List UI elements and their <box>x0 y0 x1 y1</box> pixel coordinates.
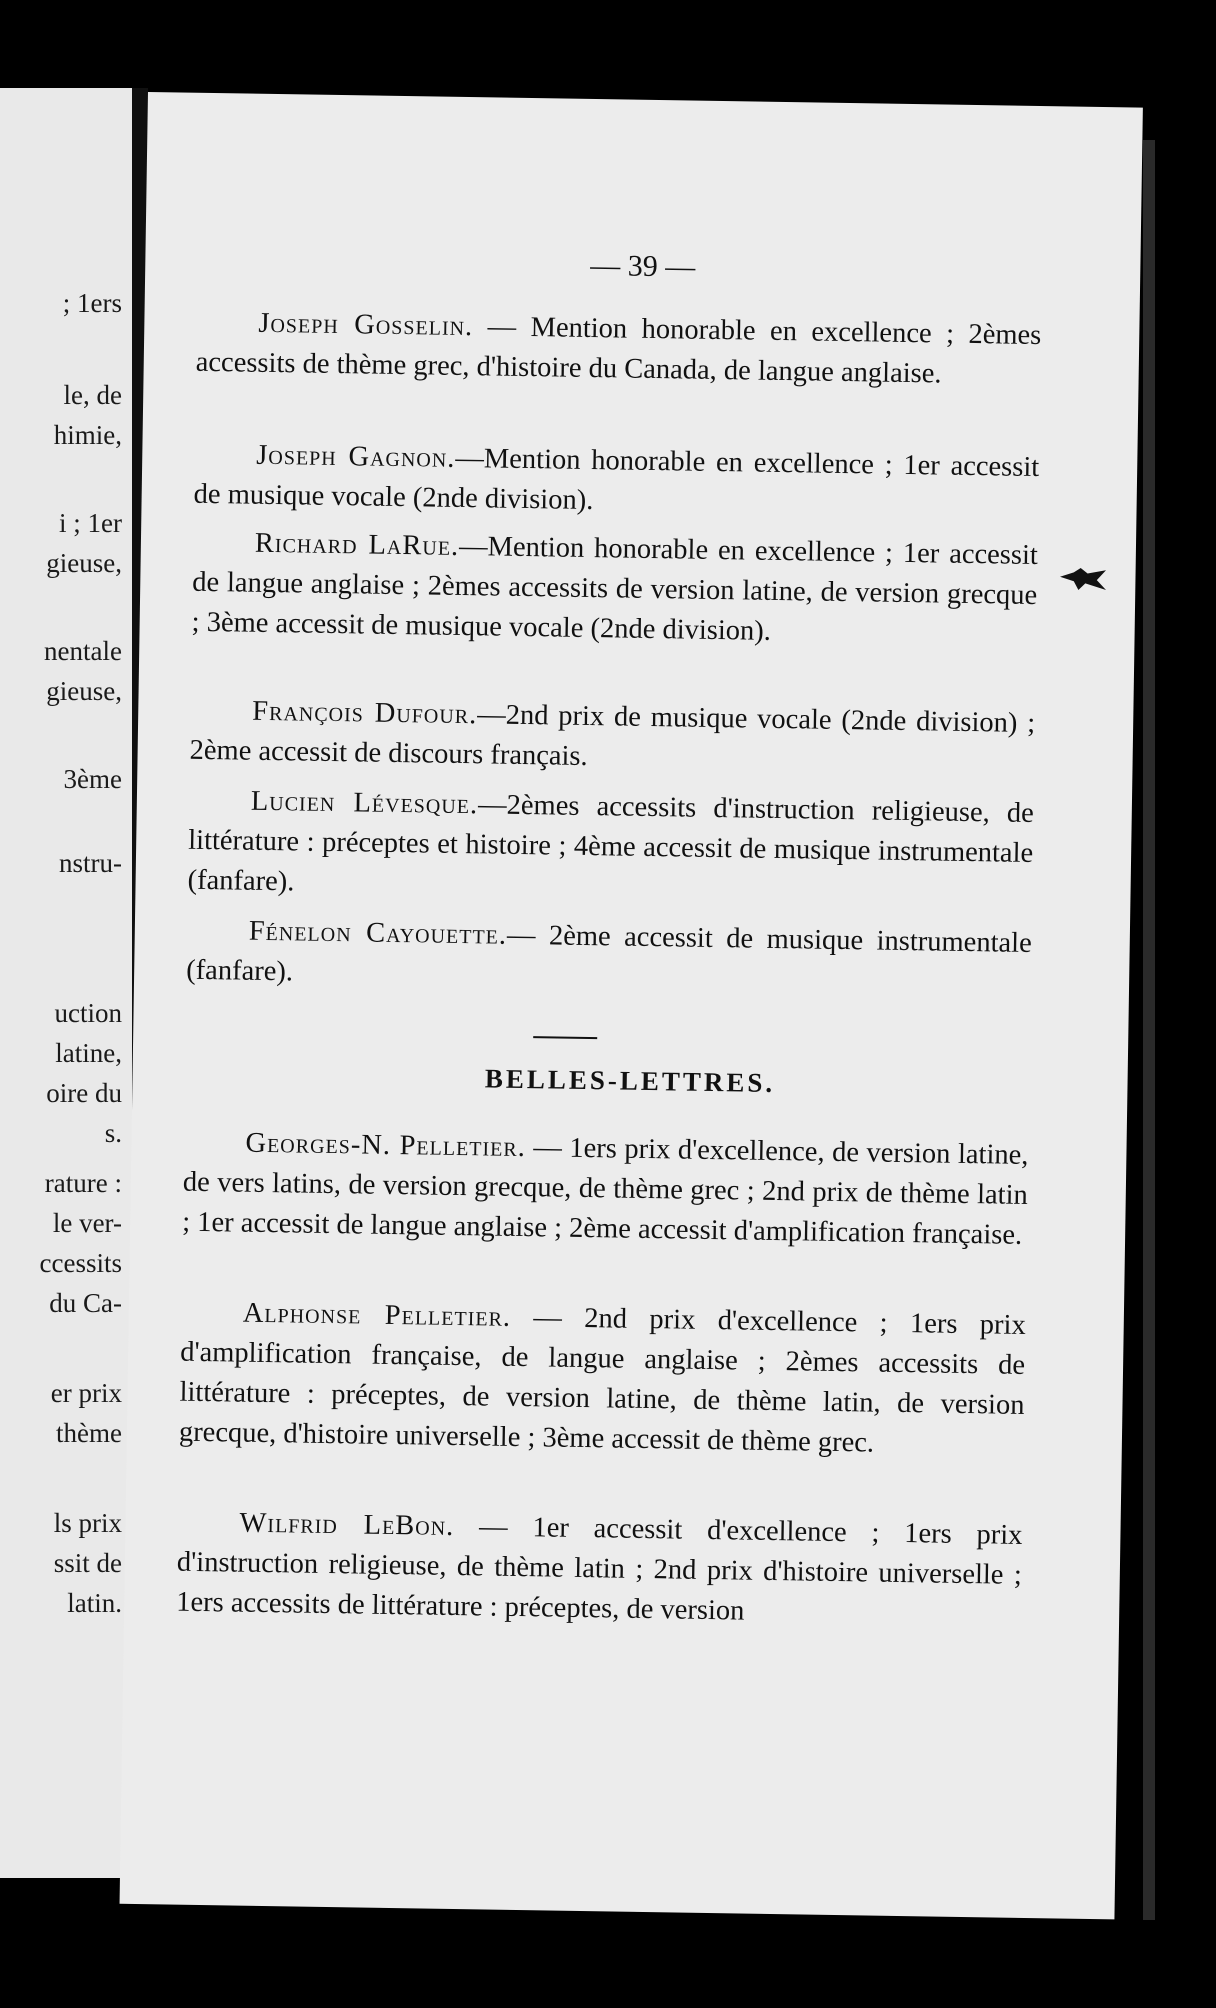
left-page-line: nentale <box>44 636 122 666</box>
entry-text: — 2nd prix d'excellence ; 1ers prix d'amplification française, de langue anglaise ; 2èmes accessits de littérature : préceptes, de version latine, de thème latin, de version grecque, d'histoire universelle ; 3ème accessit de thème grec. <box>178 1301 1026 1459</box>
entry-paragraph <box>182 1123 1029 1256</box>
left-page-line: 3ème <box>63 764 122 794</box>
left-page-line: du Ca- <box>49 1288 122 1318</box>
entry-text: —Mention honorable en excellence ; 1er accessit de langue anglaise ; 2èmes accessits de version latine, de version grecque ; 3ème accessit de musique vocale (2nde division). <box>191 530 1039 647</box>
student-name: François Dufour. <box>252 695 478 731</box>
left-page-line: i ; 1er <box>59 508 122 538</box>
student-name: Alphonse Pelletier. <box>242 1297 512 1333</box>
student-name: Joseph Gagnon. <box>256 439 456 474</box>
entry-paragraph <box>195 303 1041 396</box>
left-page-line: nstru- <box>59 848 122 878</box>
student-name: Wilfrid LeBon. <box>239 1507 455 1542</box>
left-page-line: le, de <box>63 380 122 410</box>
entry-paragraph <box>191 523 1038 656</box>
entry-text: — 1ers prix d'excellence, de version latine, de vers latins, de version grecque, de thème grec ; 2nd prix de thème latin ; 1er accessit de langue anglaise ; 2ème accessit d'amplification française. <box>182 1132 1029 1251</box>
student-name: Fénelon Cayouette. <box>248 915 508 951</box>
entry-text: —2èmes accessits d'instruction religieuse, de littérature : préceptes et histoire ; 4ème accessit de musique instrumentale (fanfare). <box>187 789 1035 898</box>
left-page-line: latine, <box>55 1038 122 1068</box>
left-page-line: gieuse, <box>46 676 122 706</box>
left-page-line: latin. <box>67 1588 122 1618</box>
student-name: Richard LaRue. <box>254 527 460 562</box>
left-page-line: uction <box>54 998 122 1028</box>
entry-text: — Mention honorable en excellence ; 2èmes accessits de thème grec, d'histoire du Canada, de langue anglaise. <box>195 311 1042 390</box>
entry-text: — 2ème accessit de musique instrumentale (fanfare). <box>185 919 1032 988</box>
page-number: — 39 — <box>590 248 696 284</box>
page-edge-shadow <box>1143 140 1155 1920</box>
section-divider <box>533 1036 597 1039</box>
left-page-line: ccessits <box>39 1248 122 1278</box>
left-page-line: le ver- <box>52 1208 122 1238</box>
left-page-line: himie, <box>53 420 122 450</box>
left-page-line: ssit de <box>53 1548 122 1578</box>
student-name: Georges-N. Pelletier. <box>245 1127 527 1164</box>
student-name: Lucien Lévesque. <box>250 785 479 821</box>
entry-paragraph <box>176 1503 1023 1636</box>
entry-paragraph <box>186 911 1032 1004</box>
left-page-line: ls prix <box>53 1508 122 1538</box>
left-page-line: oire du <box>46 1078 122 1108</box>
left-page-line: rature : <box>44 1168 122 1198</box>
left-page-line: ; 1ers <box>62 288 122 318</box>
entry-paragraph <box>187 781 1034 914</box>
facing-page-left <box>0 88 132 1878</box>
main-page <box>120 92 1143 1919</box>
left-page-line: s. <box>104 1118 122 1148</box>
entry-text: — 1er accessit d'excellence ; 1ers prix d'instruction religieuse, de thème latin ; 2nd prix d'histoire universelle ; 1ers accessits de littérature : préceptes, de version <box>176 1510 1023 1627</box>
student-name: Joseph Gosselin. <box>258 307 474 343</box>
left-page-line: er prix <box>50 1378 122 1408</box>
section-heading: BELLES-LETTRES. <box>484 1063 776 1098</box>
entry-text: —Mention honorable en excellence ; 1er accessit de musique vocale (2nde division). <box>193 442 1040 517</box>
entry-paragraph <box>193 435 1039 528</box>
entry-paragraph <box>189 691 1035 784</box>
entry-paragraph <box>179 1293 1026 1466</box>
left-page-line: gieuse, <box>46 548 122 578</box>
left-page-line: thème <box>56 1418 122 1448</box>
entry-text: —2nd prix de musique vocale (2nde division) ; 2ème accessit de discours français. <box>189 699 1036 772</box>
